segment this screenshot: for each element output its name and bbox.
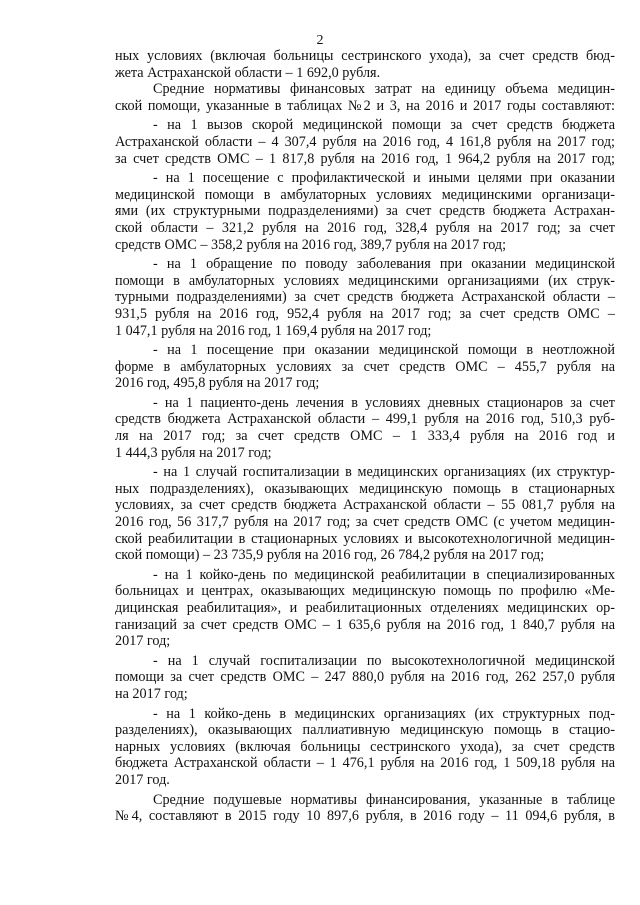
text-line: жета Астраханской области – 1 692,0 рубля.	[115, 64, 381, 81]
text-line: нарных условиях (включая больницы сестринского ухода), за счет средств	[115, 738, 615, 755]
text-line: - на 1 обращение по поводу заболевания при оказании медицинской	[153, 256, 615, 273]
text-line: ской помощи, указанные в таблицах №2 и 3, на 2016 и 2017 годы составляют:	[115, 97, 615, 114]
text-line: Средние нормативы финансовых затрат на единицу объема медицин-	[153, 81, 615, 98]
text-line: 1 444,3 рубля на 2017 год;	[115, 444, 272, 461]
text-line: 931,5 рубля на 2016 год, 952,4 рубля на 2017 год; за счет средств ОМС –	[115, 305, 615, 322]
text-line: ных подразделениях), оказывающих медицинскую помощь в стационарных	[115, 480, 615, 497]
text-line: ской помощи) – 23 735,9 рубля на 2016 год, 26 784,2 рубля на 2017 год;	[115, 547, 545, 564]
text-line: дицинская реабилитация», и реабилитационных отделениях медицинских ор-	[115, 600, 615, 616]
text-line: медицинской помощи в амбулаторных условиях медицинскими организаци-	[115, 186, 615, 203]
text-line: больницах и центрах, оказывающих медицинскую помощь по профилю «Ме-	[115, 583, 615, 600]
text-line: - на 1 вызов скорой медицинской помощи за счет средств бюджета	[153, 117, 615, 134]
text-line: ской области – 321,2 рубля на 2016 год, 328,4 рубля на 2017 год; за счет	[115, 219, 615, 236]
text-line: помощи в амбулаторных условиях медицинскими организациями (их струк-	[115, 272, 615, 289]
text-line: разделениях), оказывающих паллиативную медицинскую помощь в стацио-	[115, 722, 615, 739]
text-line: средств бюджета Астраханской области – 499,1 рубля на 2016 год, 510,3 руб-	[115, 411, 615, 428]
text-line: ля на 2017 год; за счет средств ОМС – 1 333,4 рубля на 2016 год и	[115, 428, 615, 445]
text-line: ных условиях (включая больницы сестринского ухода), за счет средств бюд-	[115, 48, 615, 64]
text-line: помощи за счет средств ОМС – 247 880,0 рубля на 2016 год, 262 257,0 рубля	[115, 669, 615, 686]
text-line: Средние подушевые нормативы финансирования, указанные в таблице	[153, 791, 615, 808]
text-line: ской реабилитации в стационарных условиях и высокотехнологичной медицин-	[115, 530, 615, 547]
text-line: №4, составляют в 2015 году 10 897,6 рубля, в 2016 году – 11 094,6 рубля, в	[115, 808, 615, 825]
document-body	[115, 48, 615, 825]
text-line: 2017 год.	[115, 771, 170, 788]
text-line: 2017 год;	[115, 633, 171, 650]
text-line: за счет средств ОМС – 1 817,8 рубля на 2016 год, 1 964,2 рубля на 2017 год;	[115, 150, 615, 167]
text-line: - на 1 посещение с профилактической и иными целями при оказании	[153, 170, 615, 187]
text-line: турными подразделениями) за счет средств бюджета Астраханской области –	[115, 289, 615, 306]
text-line: средств ОМС – 358,2 рубля на 2016 год, 389,7 рубля на 2017 год;	[115, 236, 507, 253]
text-line: - на 1 койко-день по медицинской реабилитации в специализированных	[153, 566, 615, 583]
text-line: - на 1 случай госпитализации в медицинских организациях (их структур-	[153, 464, 615, 481]
text-line: 1 047,1 рубля на 2016 год, 1 169,4 рубля на 2017 год;	[115, 322, 432, 339]
text-line: - на 1 посещение при оказании медицинской помощи в неотложной	[153, 342, 615, 359]
text-line: бюджета Астраханской области – 1 476,1 рубля на 2016 год, 1 509,18 рубля на	[115, 755, 615, 772]
text-line: форме в амбулаторных условиях за счет средств ОМС – 455,7 рубля на	[115, 358, 615, 375]
text-line: 2016 год, 56 317,7 рубля на 2017 год; за счет средств ОМС (с учетом медицин-	[115, 514, 615, 531]
page-number: 2	[316, 33, 324, 48]
text-line: ганизаций за счет средств ОМС – 1 635,6 рубля на 2016 год, 1 840,7 рубля на	[115, 616, 615, 633]
text-line: 2016 год, 495,8 рубля на 2017 год;	[115, 375, 320, 392]
text-line: на 2017 год;	[115, 685, 188, 702]
text-line: - на 1 пациенто-день лечения в условиях дневных стационаров за счет	[153, 394, 615, 411]
text-line: - на 1 случай госпитализации по высокотехнологичной медицинской	[153, 652, 615, 669]
text-line: ями (их структурными подразделениями) за счет средств бюджета Астрахан-	[115, 203, 615, 220]
text-line: - на 1 койко-день в медицинских организациях (их структурных под-	[153, 705, 615, 722]
text-line: условиях, за счет средств бюджета Астраханской области – 55 081,7 рубля на	[115, 497, 615, 514]
text-line: Астраханской области – 4 307,4 рубля на 2016 год, 4 161,8 рубля на 2017 год;	[115, 133, 615, 150]
